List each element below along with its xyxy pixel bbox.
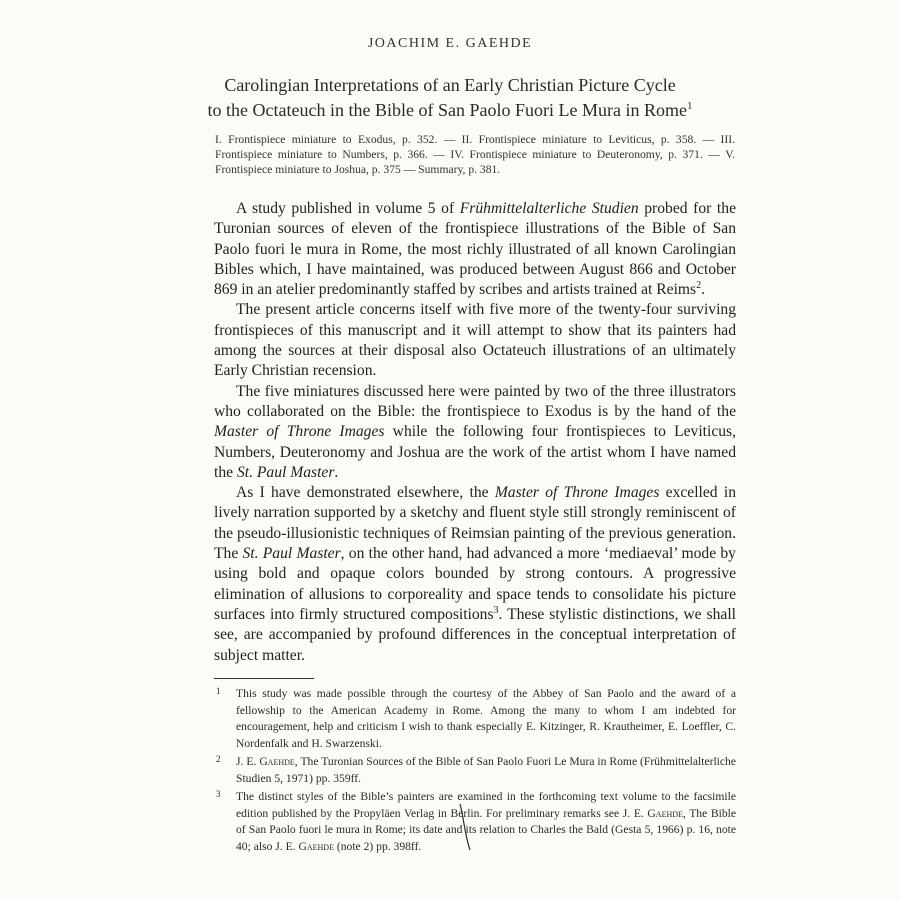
pen-mark (458, 802, 474, 852)
body-text (214, 199, 736, 666)
footnote-1 (214, 686, 736, 752)
footnote-author-smallcaps: Gaehde (298, 839, 334, 853)
footnote-text-a: J. E. (236, 755, 260, 768)
p3-text-c: . (334, 463, 339, 481)
table-of-contents: I. Frontispiece miniature to Exodus, p. 352. — II. Frontispiece miniature to Leviticus, p. 358. — III. Frontispiece miniature to Numbers, p. 366. — IV. Frontispiece miniature to Deuteronomy, p. 371. — V. Frontispiece miniature to Joshua, p. 375 — Summary, p. 381. (215, 133, 735, 176)
footnote-author-smallcaps: Gaehde (647, 806, 683, 820)
p4-footnote-ref: 3 (493, 604, 499, 616)
footnote-number: 3 (216, 789, 221, 799)
p4-text-a: As I have demonstrated elsewhere, the (236, 484, 495, 502)
footnotes (214, 686, 736, 857)
p4-italic-st-paul: St. Paul Master (242, 545, 341, 563)
footnote-3 (214, 789, 736, 855)
p3-text-a: The five miniatures discussed here were painted by two of the three illustrators who collaborated on the Bible: the frontispiece to Exodus is by the hand of the (214, 382, 736, 420)
paragraph-3 (214, 382, 736, 483)
p4-text-d: . These stylistic distinctions, we shall see, are accompanied by profound differences in the conceptual interpretation of subject matter. (214, 605, 736, 664)
p3-italic-st-paul: St. Paul Master (236, 463, 335, 481)
p1-text-c: . (701, 281, 706, 299)
author-name: JOACHIM E. GAEHDE (367, 36, 533, 51)
p1-text-b: probed for the Turonian sources of eleven of the frontispiece illustrations of the Bible of San Paolo fuori le mura in Rome, the most richly illustrated of all known Carolingian Bibles which, I have maintained, was produced between August 866 and October 869 in an atelier predominantly staffed by scribes and artists trained at Reims (214, 200, 736, 299)
paragraph-2: The present article concerns itself with five more of the twenty-four surviving frontispieces of this manuscript and it will attempt to show that its painters had among the sources at their disposal also Octateuch illustrations of an ultimately Early Christian recension. (214, 301, 736, 380)
footnote-text: This study was made possible through the courtesy of the Abbey of San Paolo and the award of a fellowship to the American Academy in Rome. Among the many to whom I am indebted for encouragement, help and criticism I wish to thank especially E. Kitzinger, R. Krautheimer, E. Loeffler, C. Nordenfalk and H. Swarzenski. (236, 687, 736, 750)
footnote-divider (214, 678, 314, 679)
footnote-number: 2 (216, 754, 221, 764)
p3-italic-master: Master of Throne Images (214, 423, 385, 441)
paragraph-4 (214, 483, 736, 666)
p1-text-a: A study published in volume 5 of (236, 200, 460, 217)
p1-italic-journal: Frühmittelalterliche Studien (459, 200, 639, 217)
p1-footnote-ref: 2 (696, 280, 702, 291)
title-line-1: Carolingian Interpretations of an Early Christian Picture Cycle (224, 75, 676, 95)
footnote-text-a: The distinct styles of the Bible’s painters are examined in the forthcoming text volume to the facsimile edition published by the Propyläen Verlag in Berlin. For preliminary remarks see J. E. (236, 790, 736, 820)
p4-text-c: , on the other hand, had advanced a more ‘mediaeval’ mode by using bold and opaque colors bounded by strong contours. A progressive elimination of allusions to corporeality and space tends to consolidate his picture surfaces into firmly structured compositions (214, 545, 736, 623)
footnote-2 (214, 754, 736, 787)
footnote-number: 1 (216, 686, 221, 696)
title-line-2: to the Octateuch in the Bible of San Paolo Fuori Le Mura in Rome (207, 100, 687, 120)
p4-text-b: excelled in lively narration supported by a sketchy and fluent style still strongly reminiscent of the pseudo-illusionistic techniques of Reimsian painting of the previous generation. The (214, 484, 736, 563)
title-footnote-ref: 1 (686, 100, 693, 112)
p3-text-b: while the following four frontispieces to Leviticus, Numbers, Deuteronomy and Joshua are the work of the artist whom I have named the (214, 423, 736, 481)
footnote-text-c: (note 2) pp. 398ff. (333, 839, 422, 853)
footnote-text-b: , The Turonian Sources of the Bible of San Paolo Fuori Le Mura in Rome (Frühmittelalterliche Studien 5, 1971) pp. 359ff. (236, 755, 736, 785)
paragraph-1 (214, 199, 736, 300)
footnote-author-smallcaps: Gaehde (259, 755, 295, 768)
footnote-text-b: , The Bible of San Paolo fuori le mura in Rome; its date and its relation to Charles the Bald (Gesta 5, 1966) p. 16, note 40; also J. E. (236, 806, 736, 853)
p4-italic-master: Master of Throne Images (494, 484, 660, 502)
article-title (150, 75, 750, 121)
